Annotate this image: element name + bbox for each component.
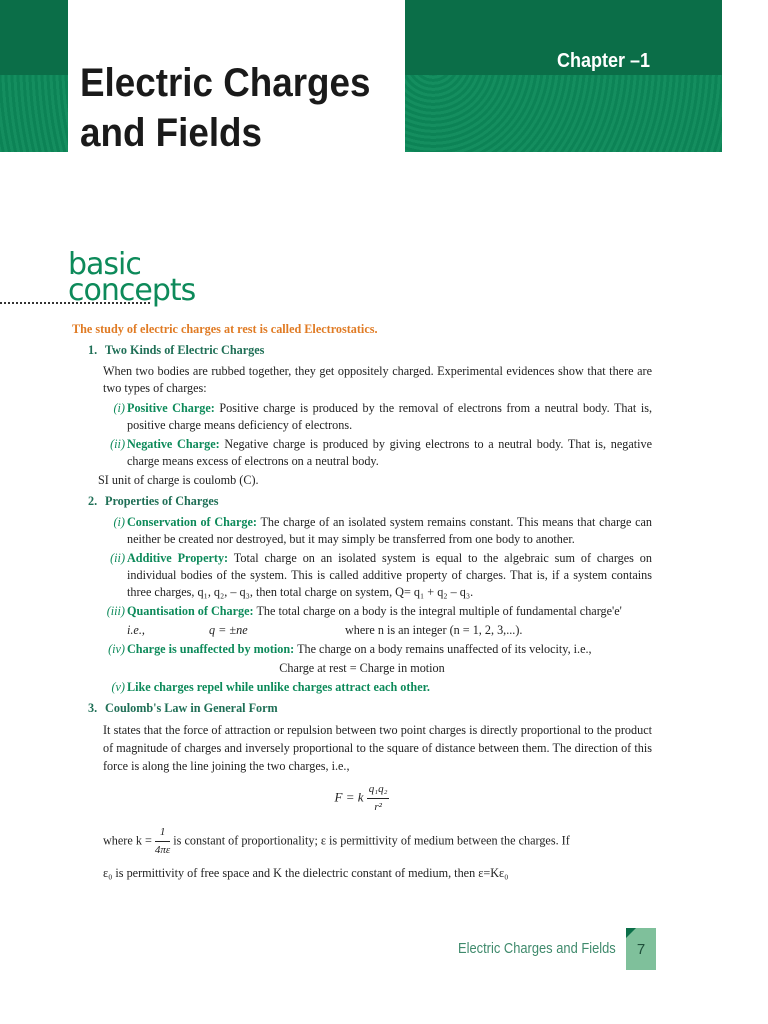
permittivity-line: ε₀ is permittivity of free space and K the dielectric constant of medium, then ε=Kε₀ (103, 866, 509, 880)
k-denominator: 4πε (154, 844, 171, 856)
section-heading (88, 342, 652, 359)
formula-lhs: F = k (334, 789, 364, 805)
motion-equation: Charge at rest = Charge in motion (279, 661, 445, 675)
item-marker: (v) (111, 680, 125, 694)
item-text: The total charge on a body is the integral multiple of fundamental charge'e' (256, 604, 622, 618)
equation-condition: where n is an integer (n = 1, 2, 3,...). (345, 623, 523, 637)
list-item (113, 514, 652, 548)
section-heading (88, 493, 652, 510)
section-number: 1. (88, 343, 98, 357)
list-item (113, 400, 652, 434)
item-marker: (ii) (110, 551, 125, 565)
where-prefix: where k = (103, 833, 152, 848)
list-item (108, 641, 652, 658)
where-suffix: is constant of proportionality; ε is permittivity of medium between the charges. If (173, 833, 570, 848)
intro-text: The study of electric charges at rest is called Electrostatics. (72, 322, 378, 336)
coulomb-formula (72, 781, 652, 816)
section-paragraph: It states that the force of attraction or repulsion between two point charges is directly proportional to the product of magnitude of charges and inversely proportional to the square of distance between them. The direction of this force is along the line joining the two charges, i.e., (103, 723, 652, 773)
page-number: 7 (626, 928, 656, 970)
item-label: Quantisation of Charge: (127, 604, 254, 618)
ie-label: i.e., (127, 623, 145, 637)
k-numerator: 1 (155, 824, 170, 842)
section-title: Two Kinds of Electric Charges (104, 343, 265, 357)
section-title: Coulomb's Law in General Form (105, 701, 278, 715)
item-marker: (iv) (108, 642, 125, 656)
formula-fraction (367, 781, 390, 816)
item-text: The charge on a body remains unaffected of its velocity, i.e., (297, 642, 592, 656)
item-marker: (i) (113, 515, 125, 529)
list-item (106, 603, 652, 620)
running-footer: Electric Charges and Fields (458, 940, 616, 957)
page-title: Electric Charges and Fields (80, 61, 371, 155)
logo-line-basic: basic (68, 247, 141, 282)
header-band-left (0, 0, 68, 75)
k-fraction (155, 824, 170, 859)
si-unit-note: SI unit of charge is coulomb (C). (98, 473, 259, 487)
formula-denominator: r² (374, 801, 382, 813)
main-content (72, 321, 652, 885)
formula-numerator: q₁q₂ (367, 781, 390, 799)
section-title: Properties of Charges (105, 494, 219, 508)
section-paragraph: When two bodies are rubbed together, they get oppositely charged. Experimental evidences show that there are two types of charges: (103, 364, 652, 395)
item-label: Charge is unaffected by motion: (127, 642, 295, 656)
section-heading (88, 700, 652, 717)
item-text: The charge of an isolated system remains constant. This means that charge can neither be created nor destroyed, but it may simply be transferred from one body to another. (127, 515, 652, 546)
logo-line-concepts: concepts (68, 273, 196, 308)
list-item (111, 679, 652, 696)
item-label: Conservation of Charge: (127, 515, 257, 529)
item-label: Additive Property: (127, 551, 229, 565)
equation: q = ±ne (209, 623, 248, 637)
section-number: 3. (88, 701, 98, 715)
basic-concepts-logo (68, 247, 196, 308)
dotted-divider (0, 302, 150, 304)
chapter-label: Chapter –1 (557, 50, 651, 72)
quantisation-equation (127, 622, 652, 639)
item-marker: (iii) (106, 604, 125, 618)
item-text: Positive charge is produced by the removal of electrons from a neutral body. That is, positive charge means deficiency of electrons. (127, 401, 652, 432)
item-label: Like charges repel while unlike charges attract each other. (127, 680, 430, 694)
constant-definition (103, 824, 652, 859)
list-item (110, 436, 653, 470)
item-marker: (i) (113, 401, 125, 415)
item-text: Total charge on an isolated system is equal to the algebraic sum of charges on individual bodies of the system. This is called additive property of charges. That is, if a system contains three charges, q₁, q₂, – q₃, then total charge on system, Q= q₁ + q₂ – q₃. (127, 551, 652, 599)
item-marker: (ii) (110, 437, 125, 451)
item-label: Positive Charge: (127, 401, 215, 415)
list-item (110, 550, 652, 601)
item-label: Negative Charge: (127, 437, 220, 451)
item-text: Negative charge is produced by giving electrons to a neutral body. That is, negative charge means excess of electrons on a neutral body. (127, 437, 653, 468)
section-number: 2. (88, 494, 98, 508)
